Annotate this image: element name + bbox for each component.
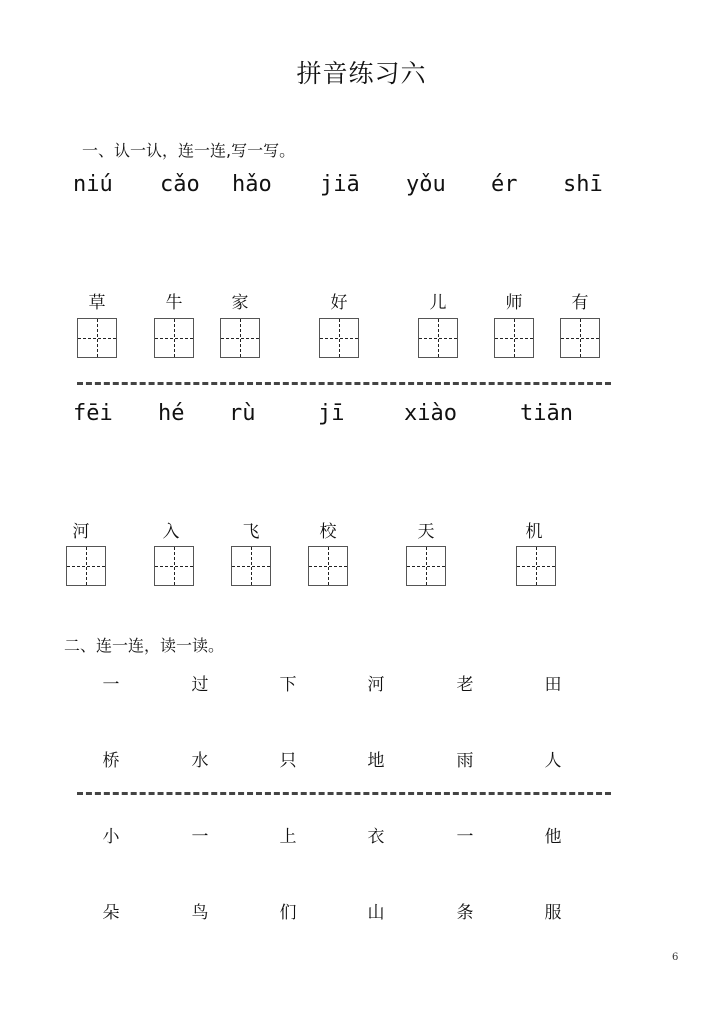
page-title: 拼音练习六 <box>296 59 427 88</box>
writing-box[interactable] <box>154 318 194 358</box>
writing-box[interactable] <box>154 546 194 586</box>
hanzi-item: 飞 <box>242 522 260 542</box>
word-item: 服 <box>544 903 562 923</box>
word-item: 地 <box>367 751 385 771</box>
section1-heading: 一、认一认，连一连,写一写。 <box>82 141 296 160</box>
word-item: 鸟 <box>191 903 209 923</box>
writing-box[interactable] <box>220 318 260 358</box>
writing-box[interactable] <box>319 318 359 358</box>
word-item: 人 <box>544 751 562 771</box>
writing-box[interactable] <box>418 318 458 358</box>
writing-box[interactable] <box>66 546 106 586</box>
hanzi-item: 校 <box>319 522 337 542</box>
hanzi-item: 家 <box>231 293 249 313</box>
pinyin-item: cǎo <box>160 172 200 197</box>
hanzi-item: 机 <box>525 522 543 542</box>
word-item: 条 <box>456 903 474 923</box>
word-item: 河 <box>367 675 385 695</box>
pinyin-item: fēi <box>73 401 113 426</box>
writing-box[interactable] <box>406 546 446 586</box>
word-item: 山 <box>367 903 385 923</box>
word-item: 上 <box>279 827 297 847</box>
writing-box[interactable] <box>494 318 534 358</box>
word-item: 只 <box>279 751 297 771</box>
pinyin-item: tiān <box>520 401 573 426</box>
writing-box[interactable] <box>77 318 117 358</box>
word-item: 一 <box>102 675 120 695</box>
writing-box[interactable] <box>231 546 271 586</box>
writing-box[interactable] <box>516 546 556 586</box>
word-item: 衣 <box>367 827 385 847</box>
word-item: 小 <box>102 827 120 847</box>
pinyin-item: rù <box>229 401 256 426</box>
pinyin-item: xiào <box>404 401 457 426</box>
hanzi-item: 入 <box>162 522 180 542</box>
pinyin-item: jiā <box>320 172 360 197</box>
word-item: 水 <box>191 751 209 771</box>
word-item: 一 <box>456 827 474 847</box>
word-item: 老 <box>456 675 474 695</box>
pinyin-item: hé <box>158 401 185 426</box>
page-number: 6 <box>672 952 679 963</box>
section2-heading: 二、连一连，读一读。 <box>64 636 225 655</box>
hanzi-item: 师 <box>505 293 523 313</box>
word-item: 雨 <box>456 751 474 771</box>
word-item: 下 <box>279 675 297 695</box>
dashed-divider <box>77 382 611 385</box>
hanzi-item: 好 <box>330 293 348 313</box>
hanzi-item: 有 <box>571 293 589 313</box>
hanzi-item: 天 <box>417 522 435 542</box>
pinyin-item: yǒu <box>406 172 446 197</box>
writing-box[interactable] <box>560 318 600 358</box>
word-item: 桥 <box>102 751 120 771</box>
pinyin-item: ér <box>491 172 518 197</box>
word-item: 朵 <box>102 903 120 923</box>
hanzi-item: 河 <box>72 522 90 542</box>
word-item: 他 <box>544 827 562 847</box>
writing-box[interactable] <box>308 546 348 586</box>
hanzi-item: 草 <box>88 293 106 313</box>
pinyin-item: jī <box>318 401 345 426</box>
dashed-divider <box>77 792 611 795</box>
word-item: 们 <box>279 903 297 923</box>
pinyin-item: niú <box>73 172 113 197</box>
word-item: 田 <box>544 675 562 695</box>
hanzi-item: 牛 <box>165 293 183 313</box>
pinyin-item: shī <box>563 172 603 197</box>
word-item: 过 <box>191 675 209 695</box>
hanzi-item: 儿 <box>429 293 447 313</box>
word-item: 一 <box>191 827 209 847</box>
pinyin-item: hǎo <box>232 172 272 197</box>
